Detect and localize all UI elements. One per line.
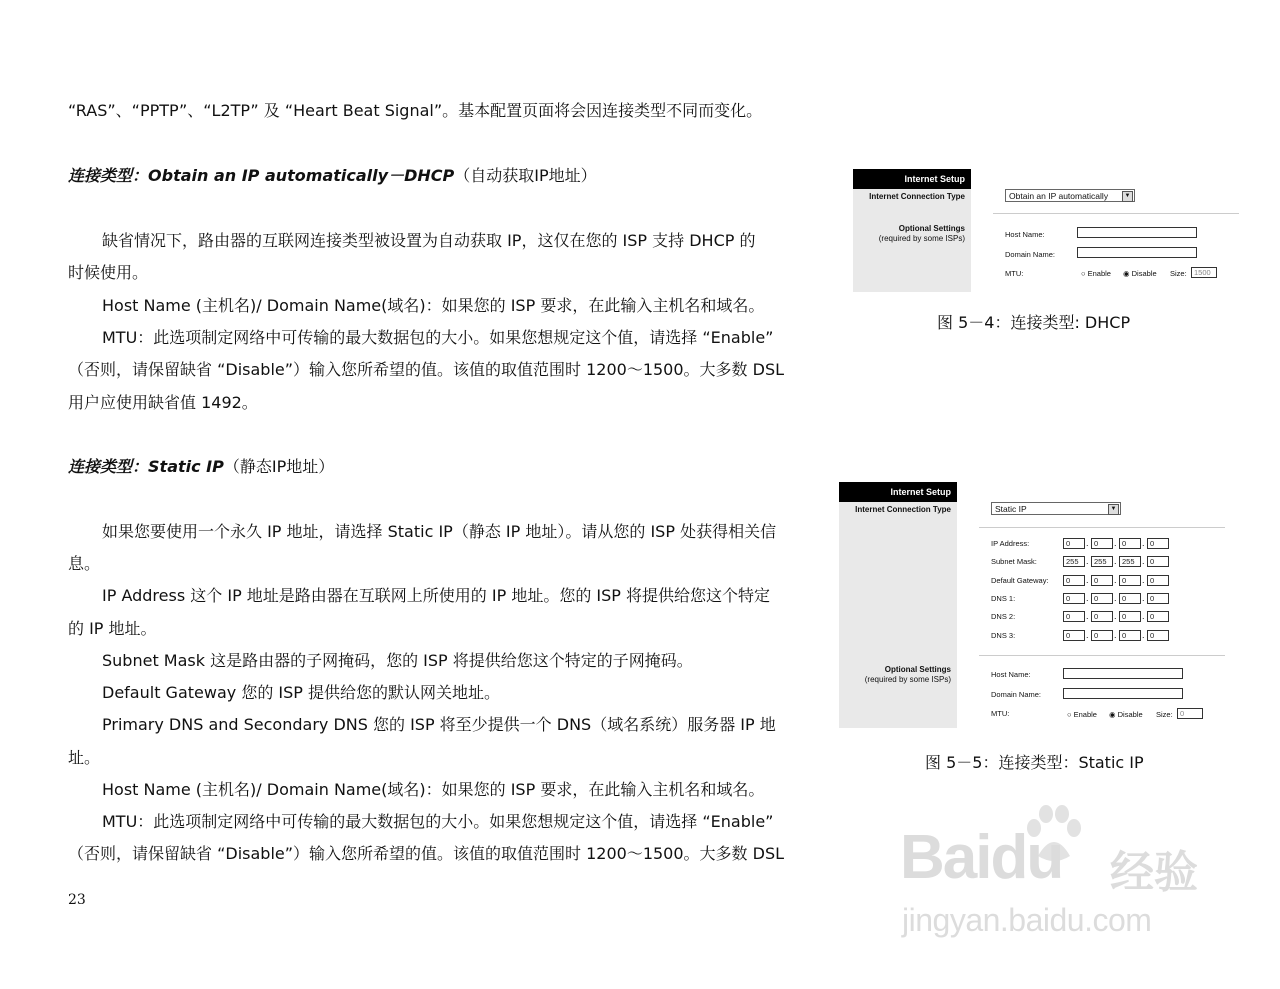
octet-separator: . [1114,611,1117,622]
octet-separator: . [1142,574,1145,585]
octet-separator: . [1142,611,1145,622]
octet-separator: . [1086,538,1089,548]
watermark-brand: Baidu [900,823,1063,892]
ip-octet-input[interactable]: 0 [1147,593,1169,604]
static-host-para: Host Name (主机名)/ Domain Name(域名)：如果您的 ISP 要求，在此输入主机名和域名。 [102,780,765,799]
host-name-input[interactable] [1063,668,1183,679]
watermark-url: jingyan.baidu.com [902,902,1152,938]
static-ip-line: IP Address 这个 IP 地址是路由器在互联网上所使用的 IP 地址。您的 ISP 将提供给您这个特定 [102,586,771,605]
ip-octet-input[interactable]: 0 [1091,630,1113,641]
select-value: Static IP [995,504,1027,514]
ip-octet-input[interactable]: 255 [1119,556,1141,567]
ip-row-label: IP Address: [991,539,1030,548]
ip-octet-input[interactable]: 0 [1147,611,1169,622]
ip-octet-input[interactable]: 0 [1063,575,1085,586]
octet-separator: . [1086,611,1089,622]
static-mask-para: Subnet Mask 这是路由器的子网掩码，您的 ISP 将提供给您这个特定的子网掩码。 [102,651,693,670]
internet-setup-bar: Internet Setup [853,169,971,189]
ip-row-label: DNS 3: [991,630,1016,640]
static-dns-line: 址。 [68,748,101,767]
host-name-label: Host Name: [1005,230,1045,239]
octet-separator: . [1086,629,1089,640]
chevron-down-icon: ▼ [1122,191,1133,202]
ip-octet-input[interactable]: 0 [1091,611,1113,622]
heading-note: （自动获取IP地址） [454,166,597,185]
heading-type: Obtain an IP automatically－DHCP [148,166,455,185]
heading-type: Static IP [148,457,224,476]
figure-caption: 图 5－5：连接类型：Static IP [925,753,1144,772]
chevron-down-icon: ▼ [1108,504,1119,515]
ip-octet-input[interactable]: 0 [1119,630,1141,641]
mtu-disable-radio[interactable]: ◉ Disable [1109,710,1143,719]
host-name-input[interactable] [1077,227,1197,238]
ip-octet-input[interactable]: 0 [1063,611,1085,622]
static-ip-screenshot [839,482,1225,728]
static-gateway-para: Default Gateway 您的 ISP 提供给您的默认网关地址。 [102,683,501,702]
dhcp-screenshot [853,169,1239,292]
ip-octet-input[interactable]: 0 [1091,593,1113,604]
ip-octet-input[interactable]: 0 [1147,538,1169,549]
mtu-enable-radio[interactable]: ○ Enable [1081,269,1111,278]
heading-note: （静态IP地址） [223,457,335,476]
ip-octet-input[interactable]: 0 [1091,575,1113,586]
heading-label: 连接类型： [68,457,149,476]
radio-label: Disable [1117,710,1143,719]
octet-separator: . [1114,592,1117,603]
ip-row-label: Default Gateway: [991,575,1049,585]
ip-octet-input[interactable]: 0 [1063,593,1085,604]
ip-octet-input[interactable]: 0 [1063,538,1085,549]
divider [993,213,1239,214]
settings-sidebar [839,482,957,728]
ip-row-label: Subnet Mask: [991,557,1037,567]
octet-separator: . [1086,556,1089,567]
octet-separator: . [1114,556,1117,567]
section-heading-dhcp [68,165,800,187]
octet-separator: . [1142,538,1145,548]
dhcp-mtu-line: （否则，请保留缺省 “Disable”）输入您所希望的值。该值的取值范围时 1200～1500。大多数 DSL [68,360,785,379]
connection-type-label: Internet Connection Type [855,505,951,514]
dhcp-para-line: 缺省情况下，路由器的互联网连接类型被设置为自动获取 IP，这仅在您的 ISP 支持 DHCP 的 [102,231,756,250]
domain-name-label: Domain Name: [1005,250,1056,259]
octet-separator: . [1086,574,1089,585]
octet-separator: . [1086,592,1089,603]
mtu-size-input[interactable]: 1500 [1191,267,1217,278]
octet-separator: . [1114,574,1117,585]
size-label: Size: [1156,710,1173,719]
mtu-label: MTU: [1005,269,1024,278]
intro-line: “RAS”、“PPTP”、“L2TP” 及 “Heart Beat Signal”。基本配置页面将会因连接类型不同而变化。 [68,101,763,120]
size-label: Size: [1170,269,1187,278]
internet-setup-bar: Internet Setup [839,482,957,502]
static-mtu-line: （否则，请保留缺省 “Disable”）输入您所希望的值。该值的取值范围时 1200～1500。大多数 DSL [68,844,785,863]
domain-name-input[interactable] [1077,247,1197,258]
host-name-label: Host Name: [991,670,1031,679]
radio-label: Disable [1131,269,1157,278]
connection-type-select[interactable] [1005,189,1135,202]
divider [979,655,1225,656]
connection-type-select[interactable] [991,502,1121,515]
radio-label: Enable [1073,710,1097,719]
octet-separator: . [1114,629,1117,640]
watermark-brand-cn: 经验 [1110,847,1198,898]
ip-octet-input[interactable]: 0 [1147,575,1169,586]
select-value: Obtain an IP automatically [1009,191,1109,201]
domain-name-input[interactable] [1063,688,1183,699]
octet-separator: . [1142,556,1145,567]
ip-octet-input[interactable]: 0 [1119,575,1141,586]
connection-type-label: Internet Connection Type [869,192,965,201]
octet-separator: . [1142,592,1145,603]
dhcp-host-para: Host Name (主机名)/ Domain Name(域名)：如果您的 ISP 要求，在此输入主机名和域名。 [102,296,765,315]
section-heading-static [68,456,800,478]
static-para-line: 息。 [68,554,101,573]
ip-octet-input[interactable]: 0 [1147,630,1169,641]
optional-settings-note: (required by some ISPs) [864,675,951,684]
optional-settings-label: Optional Settings [884,665,951,674]
ip-row-label: DNS 1: [991,593,1016,603]
static-dns-line: Primary DNS and Secondary DNS 您的 ISP 将至少提供一个 DNS（域名系统）服务器 IP 地 [102,715,776,734]
ip-octet-input[interactable]: 0 [1147,556,1169,567]
optional-settings-label: Optional Settings [898,224,965,233]
ip-octet-input[interactable]: 0 [1091,538,1113,549]
figure-caption: 图 5－4：连接类型: DHCP [937,313,1131,332]
ip-octet-input[interactable]: 0 [1119,593,1141,604]
octet-separator: . [1114,538,1117,548]
octet-separator: . [1142,629,1145,640]
radio-label: Enable [1087,269,1111,278]
baidu-jingyan-watermark [900,800,1210,950]
domain-name-label: Domain Name: [991,690,1042,699]
ip-octet-input[interactable]: 0 [1063,630,1085,641]
heading-label: 连接类型： [68,166,149,185]
static-para-line: 如果您要使用一个永久 IP 地址，请选择 Static IP（静态 IP 地址）。请从您的 ISP 处获得相关信 [102,522,777,541]
mtu-size-input[interactable]: 0 [1177,708,1203,719]
ip-octet-input[interactable]: 255 [1063,556,1085,567]
ip-octet-input[interactable]: 255 [1091,556,1113,567]
static-mtu-line: MTU：此选项制定网络中可传输的最大数据包的大小。如果您想规定这个值，请选择 “Enable” [102,812,774,831]
ip-octet-input[interactable]: 0 [1119,538,1141,549]
mtu-label: MTU: [991,709,1010,718]
optional-settings-note: (required by some ISPs) [878,234,965,243]
mtu-enable-radio[interactable]: ○ Enable [1067,710,1097,719]
mtu-disable-radio[interactable]: ◉ Disable [1123,269,1157,278]
divider [979,527,1225,528]
ip-row-label: DNS 2: [991,612,1016,622]
page-number: 23 [68,892,86,908]
dhcp-mtu-line: MTU：此选项制定网络中可传输的最大数据包的大小。如果您想规定这个值，请选择 “Enable” [102,328,774,347]
ip-octet-input[interactable]: 0 [1119,611,1141,622]
dhcp-mtu-line: 用户应使用缺省值 1492。 [68,393,258,412]
static-ip-line: 的 IP 地址。 [68,619,157,638]
dhcp-para-line: 时候使用。 [68,263,149,282]
